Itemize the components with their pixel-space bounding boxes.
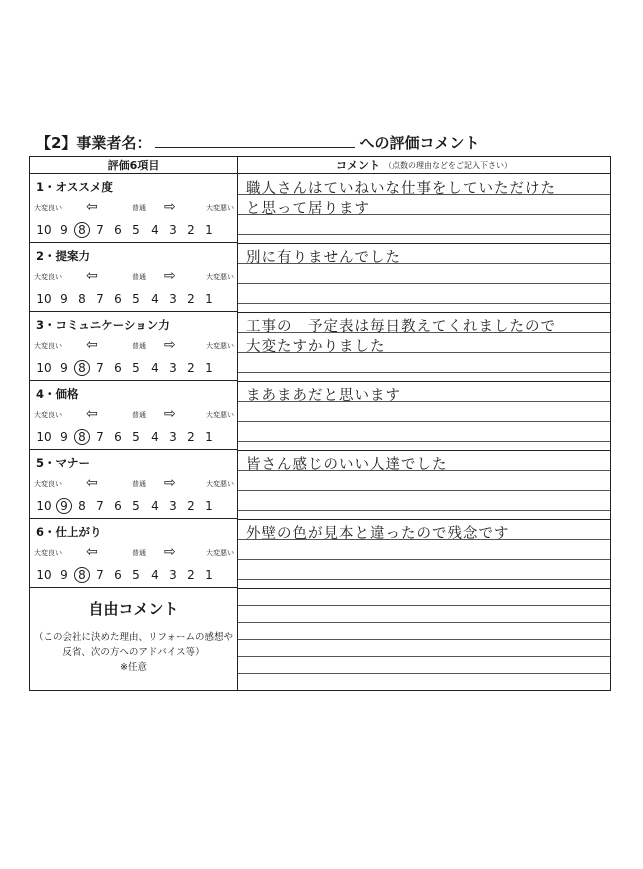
criterion-5: [30, 450, 237, 519]
arrow-right-icon: ⇨: [164, 337, 176, 353]
rating-option-1[interactable]: 1: [205, 430, 213, 444]
rating-numbers: [34, 429, 239, 445]
rating-option-7[interactable]: 7: [96, 361, 104, 375]
rating-scale-labels: [34, 477, 234, 489]
rating-option-6[interactable]: 6: [114, 568, 122, 582]
rating-scale-labels: [34, 408, 234, 420]
rating-option-9[interactable]: 9: [60, 292, 68, 306]
arrow-right-icon: ⇨: [164, 199, 176, 215]
rating-option-6[interactable]: 6: [114, 223, 122, 237]
scale-label-normal: 普通: [132, 204, 146, 212]
comment-row-separator: [238, 519, 610, 520]
rating-option-9[interactable]: 9: [60, 361, 68, 375]
scale-label-normal: 普通: [132, 273, 146, 281]
free-comment-line[interactable]: [238, 639, 610, 640]
comment-row-separator: [238, 381, 610, 382]
rating-option-2[interactable]: 2: [187, 430, 195, 444]
rating-option-4[interactable]: 4: [151, 292, 159, 306]
handwritten-comment: 工事の 予定表は毎日教えてくれましたので: [246, 319, 556, 335]
scale-label-good: 大変良い: [34, 549, 62, 557]
rating-option-2[interactable]: 2: [187, 499, 195, 513]
rating-option-1[interactable]: 1: [205, 499, 213, 513]
rating-option-8[interactable]: 8: [78, 499, 86, 513]
rating-option-6[interactable]: 6: [114, 361, 122, 375]
rating-option-8[interactable]: 8: [74, 567, 90, 583]
criteria-header-label: 評価6項目: [107, 159, 160, 172]
rating-option-10[interactable]: 10: [36, 292, 52, 306]
rating-option-5[interactable]: 5: [132, 361, 140, 375]
free-comment-line[interactable]: [238, 605, 610, 606]
rating-option-2[interactable]: 2: [187, 361, 195, 375]
arrow-left-icon: ⇦: [86, 406, 98, 422]
rating-option-10[interactable]: 10: [36, 223, 52, 237]
company-name-blank[interactable]: [155, 133, 355, 148]
criterion-title: 4・価格: [36, 387, 79, 401]
rating-option-1[interactable]: 1: [205, 223, 213, 237]
heading-suffix: への評価コメント: [359, 134, 480, 152]
rating-option-8[interactable]: 8: [74, 429, 90, 445]
comment-line[interactable]: [238, 303, 610, 304]
scale-label-good: 大変良い: [34, 411, 62, 419]
handwritten-comment: と思って居ります: [246, 201, 370, 217]
free-comment-note: [30, 630, 237, 675]
free-comment-section: [30, 588, 237, 690]
free-comment-note-line: （この会社に決めた理由、リフォームの感想や: [33, 632, 234, 643]
scale-label-good: 大変良い: [34, 273, 62, 281]
rating-option-9[interactable]: 9: [60, 430, 68, 444]
free-comment-note-line: 反省、次の方へのアドバイス等）: [62, 647, 205, 658]
rating-scale-labels: [34, 339, 234, 351]
arrow-left-icon: ⇦: [86, 337, 98, 353]
criteria-header: [30, 157, 237, 174]
rating-option-1[interactable]: 1: [205, 292, 213, 306]
criterion-3: [30, 312, 237, 381]
rating-option-4[interactable]: 4: [151, 499, 159, 513]
rating-option-5[interactable]: 5: [132, 430, 140, 444]
rating-option-7[interactable]: 7: [96, 568, 104, 582]
rating-option-4[interactable]: 4: [151, 568, 159, 582]
rating-option-2[interactable]: 2: [187, 292, 195, 306]
arrow-left-icon: ⇦: [86, 268, 98, 284]
rating-option-5[interactable]: 5: [132, 568, 140, 582]
rating-numbers: [34, 291, 239, 307]
rating-scale-labels: [34, 546, 234, 558]
scale-label-normal: 普通: [132, 549, 146, 557]
rating-option-3[interactable]: 3: [169, 361, 177, 375]
arrow-left-icon: ⇦: [86, 199, 98, 215]
scale-label-good: 大変良い: [34, 480, 62, 488]
criterion-6: [30, 519, 237, 588]
form-heading: [36, 132, 480, 154]
handwritten-comment: 皆さん感じのいい人達でした: [246, 457, 448, 473]
handwritten-comment: 別に有りませんでした: [246, 250, 401, 266]
rating-numbers: [34, 360, 239, 376]
criterion-title: 6・仕上がり: [36, 525, 102, 539]
comment-row-separator: [238, 312, 610, 313]
rating-option-8[interactable]: 8: [74, 360, 90, 376]
scale-label-normal: 普通: [132, 342, 146, 350]
handwritten-comment: 職人さんはていねいな仕事をしていただけた: [246, 181, 556, 197]
comment-row-separator: [238, 450, 610, 451]
rating-option-1[interactable]: 1: [205, 361, 213, 375]
scale-label-bad: 大変悪い: [206, 411, 234, 419]
comment-row-separator: [238, 243, 610, 244]
scale-label-good: 大変良い: [34, 342, 62, 350]
arrow-right-icon: ⇨: [164, 406, 176, 422]
rating-option-9[interactable]: 9: [60, 568, 68, 582]
rating-numbers: [34, 567, 239, 583]
rating-option-6[interactable]: 6: [114, 430, 122, 444]
rating-numbers: [34, 498, 239, 514]
criterion-title: 3・コミュニケーション力: [36, 318, 170, 332]
rating-option-2[interactable]: 2: [187, 223, 195, 237]
criterion-title: 2・提案力: [36, 249, 91, 263]
rating-option-10[interactable]: 10: [36, 568, 52, 582]
scale-label-bad: 大変悪い: [206, 342, 234, 350]
rating-option-7[interactable]: 7: [96, 292, 104, 306]
free-comment-line[interactable]: [238, 656, 610, 657]
comment-header-note: （点数の理由などをご記入下さい）: [384, 160, 512, 170]
rating-option-9[interactable]: 9: [60, 223, 68, 237]
rating-option-4[interactable]: 4: [151, 223, 159, 237]
rating-option-8[interactable]: 8: [78, 292, 86, 306]
scale-label-good: 大変良い: [34, 204, 62, 212]
handwritten-comment: 大変たすかりました: [246, 339, 386, 355]
rating-option-7[interactable]: 7: [96, 223, 104, 237]
comment-line[interactable]: [238, 510, 610, 511]
criterion-title: 5・マナー: [36, 456, 91, 470]
arrow-right-icon: ⇨: [164, 268, 176, 284]
rating-option-5[interactable]: 5: [132, 292, 140, 306]
rating-option-10[interactable]: 10: [36, 499, 52, 513]
heading-prefix: 【2】事業者名：: [36, 134, 152, 152]
rating-option-7[interactable]: 7: [96, 430, 104, 444]
scale-label-normal: 普通: [132, 411, 146, 419]
rating-option-6[interactable]: 6: [114, 499, 122, 513]
scale-label-bad: 大変悪い: [206, 273, 234, 281]
comment-line[interactable]: [238, 283, 610, 284]
free-comment-line[interactable]: [238, 673, 610, 674]
comment-header-label: コメント: [336, 159, 380, 172]
free-comment-note-line: ※任意: [120, 662, 147, 673]
rating-option-2[interactable]: 2: [187, 568, 195, 582]
arrow-left-icon: ⇦: [86, 544, 98, 560]
rating-option-10[interactable]: 10: [36, 430, 52, 444]
evaluation-sheet: [29, 156, 611, 691]
rating-option-3[interactable]: 3: [169, 292, 177, 306]
criterion-title: 1・オススメ度: [36, 180, 113, 194]
criterion-2: [30, 243, 237, 312]
scale-label-bad: 大変悪い: [206, 480, 234, 488]
rating-scale-labels: [34, 270, 234, 282]
rating-option-6[interactable]: 6: [114, 292, 122, 306]
rating-option-7[interactable]: 7: [96, 499, 104, 513]
arrow-left-icon: ⇦: [86, 475, 98, 491]
comment-row-separator: [238, 588, 610, 589]
rating-scale-labels: [34, 201, 234, 213]
free-comment-title: 自由コメント: [88, 600, 179, 618]
handwritten-comment: まあまあだと思います: [246, 388, 401, 404]
rating-option-3[interactable]: 3: [169, 499, 177, 513]
scale-label-normal: 普通: [132, 480, 146, 488]
rating-option-4[interactable]: 4: [151, 361, 159, 375]
rating-option-10[interactable]: 10: [36, 361, 52, 375]
rating-option-1[interactable]: 1: [205, 568, 213, 582]
rating-option-5[interactable]: 5: [132, 223, 140, 237]
scale-label-bad: 大変悪い: [206, 204, 234, 212]
rating-numbers: [34, 222, 239, 238]
rating-option-3[interactable]: 3: [169, 568, 177, 582]
scale-label-bad: 大変悪い: [206, 549, 234, 557]
arrow-right-icon: ⇨: [164, 475, 176, 491]
free-comment-line[interactable]: [238, 622, 610, 623]
rating-option-5[interactable]: 5: [132, 499, 140, 513]
rating-option-3[interactable]: 3: [169, 223, 177, 237]
comment-line[interactable]: [238, 490, 610, 491]
comment-line[interactable]: [238, 421, 610, 422]
comment-line[interactable]: [238, 372, 610, 373]
rating-option-4[interactable]: 4: [151, 430, 159, 444]
comment-line[interactable]: [238, 441, 610, 442]
criterion-1: [30, 174, 237, 243]
criterion-4: [30, 381, 237, 450]
rating-option-3[interactable]: 3: [169, 430, 177, 444]
handwritten-comment: 外壁の色が見本と違ったので残念です: [246, 526, 510, 542]
comment-line[interactable]: [238, 559, 610, 560]
rating-option-8[interactable]: 8: [74, 222, 90, 238]
comment-header: [238, 157, 610, 174]
comment-line[interactable]: [238, 579, 610, 580]
comment-line[interactable]: [238, 234, 610, 235]
arrow-right-icon: ⇨: [164, 544, 176, 560]
rating-option-9[interactable]: 9: [56, 498, 72, 514]
